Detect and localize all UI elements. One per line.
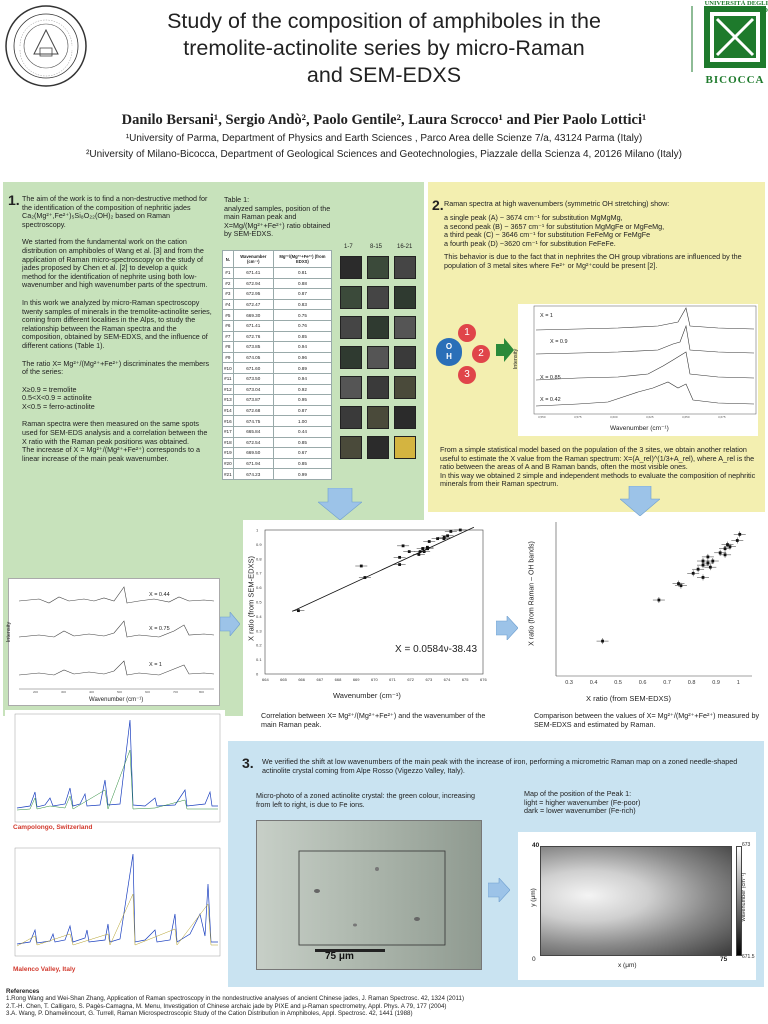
section-1-p2: We started from the fundamental work on the cation distribution on amphiboles of Wang et al. [3] and from the application of Raman micro-spectroscopy on the study of jades proposed by Chen et al. [2] to develop a quick method for the identification of nephrite using both low-wavenumber and high wavenumber parts of the spectrum. bbox=[22, 237, 208, 290]
table-cell: #8 bbox=[223, 342, 234, 353]
table-cell: 0.87 bbox=[273, 405, 331, 416]
table-cell: 1.00 bbox=[273, 416, 331, 427]
data-point bbox=[726, 543, 729, 546]
table-cell: 671.41 bbox=[233, 268, 273, 279]
oh-group-icon: O H bbox=[436, 338, 462, 366]
oh-label-x085: X = 0.85 bbox=[540, 375, 561, 381]
table-1-body bbox=[223, 268, 332, 480]
table-cell: 674.05 bbox=[233, 352, 273, 363]
sample-thumbnail bbox=[340, 286, 362, 309]
data-point bbox=[697, 568, 700, 571]
table-cell: 673.04 bbox=[233, 384, 273, 395]
table-header-cell: Mg²⁺/(Mg²⁺+Fe²⁺) (from EDXS) bbox=[273, 251, 331, 268]
data-point bbox=[702, 576, 705, 579]
x-tick-label: 671 bbox=[389, 677, 396, 682]
peak-b: a second peak (B) ~ 3657 cm⁻¹ for substitution MgMgFe or MgFeMg, bbox=[444, 221, 665, 231]
table-header-row bbox=[223, 251, 332, 268]
scale-bar-label: 75 μm bbox=[325, 951, 354, 962]
site-1-icon: 1 bbox=[458, 324, 476, 342]
section-2-conclusion: In this way we obtained 2 simple and independent methods to evaluate the composition of nephritic minerals from their Raman spectrum. bbox=[440, 470, 756, 489]
raman-map-panel bbox=[518, 832, 756, 980]
table-cell: #12 bbox=[223, 384, 234, 395]
spec-label-044: X = 0.44 bbox=[149, 592, 170, 598]
section-3-intro: We verified the shift at low wavenumbers of the main peak with the increase of iron, performing a micrometric Raman map on a zoned needle-shaped actinolite crystal coming from Alpe Rosso (Vigezzo Valley, Italy). bbox=[262, 757, 738, 775]
spec-label-075: X = 0.75 bbox=[149, 626, 170, 632]
table-cell: 0.85 bbox=[273, 458, 331, 469]
table-cell: 0.67 bbox=[273, 448, 331, 459]
x-tick-label: 0.6 bbox=[638, 680, 647, 686]
section-1-p4: The ratio X= Mg²⁺/(Mg²⁺+Fe²⁺) discriminates the members of the series: bbox=[22, 358, 210, 377]
svg-text:3,650: 3,650 bbox=[682, 415, 690, 419]
table-cell: #9 bbox=[223, 352, 234, 363]
class-actinolite: 0.5<X<0.9 = actinolite bbox=[22, 393, 92, 403]
table-cell: #10 bbox=[223, 363, 234, 374]
section-1-p6: The increase of X = Mg²⁺/(Mg²⁺+Fe²⁺) corresponds to a linear increase of the main peak wavenumber. bbox=[22, 445, 200, 463]
sample-thumbnail bbox=[367, 406, 389, 429]
low-spectra-xlabel: Wavenumber (cm⁻¹) bbox=[89, 697, 144, 703]
oh-label-x1: X = 1 bbox=[540, 313, 553, 319]
x-tick-label: 664 bbox=[262, 677, 269, 682]
table-row bbox=[223, 320, 332, 331]
low-spectra-ylabel: Intensity bbox=[6, 621, 13, 643]
svg-text:800: 800 bbox=[199, 690, 205, 694]
table-cell: #4 bbox=[223, 299, 234, 310]
map-ylabel: y (μm) bbox=[529, 888, 537, 907]
section-1-p3: In this work we analyzed by micro-Raman spectroscopy twenty samples of minerals in the tremolite-actinolite series, coming from different localities in the Alps, to study the relationship between the Raman spectra and the composition, obtained by SEM-EDXS, and the influence of different cations (Table 1). bbox=[22, 297, 212, 350]
table-cell: #3 bbox=[223, 289, 234, 300]
sample-thumbnail bbox=[340, 256, 362, 279]
data-point bbox=[724, 553, 727, 556]
campolongo-caption: Campolongo, Switzerland bbox=[13, 824, 93, 831]
table-row bbox=[223, 395, 332, 406]
y-tick-label: 1 bbox=[256, 527, 259, 533]
low-spectra-plot bbox=[9, 579, 219, 705]
y-tick-label: 0.1 bbox=[256, 657, 262, 663]
thumb-header-16-21: 16-21 bbox=[397, 244, 413, 250]
svg-text:600: 600 bbox=[145, 690, 151, 694]
data-point bbox=[707, 556, 710, 559]
data-point bbox=[459, 529, 462, 532]
data-point bbox=[709, 566, 712, 569]
x-tick-label: 676 bbox=[480, 677, 487, 682]
table-cell: 0.96 bbox=[273, 352, 331, 363]
oh-label-x042: X = 0.42 bbox=[540, 397, 561, 403]
section-2-intro: Raman spectra at high wavenumbers (symmetric OH stretching) show: bbox=[444, 199, 670, 208]
x-tick-label: 668 bbox=[334, 677, 342, 682]
comparison-panel bbox=[526, 516, 762, 744]
x-tick-label: 0.5 bbox=[614, 680, 622, 686]
data-point bbox=[680, 584, 683, 587]
raman-map-image bbox=[540, 846, 732, 956]
table-row bbox=[223, 448, 332, 459]
table-row bbox=[223, 416, 332, 427]
title-line-3: and SEM-EDXS bbox=[306, 63, 462, 87]
poster-title bbox=[100, 8, 668, 89]
data-point bbox=[408, 550, 411, 553]
data-point bbox=[702, 564, 705, 567]
data-point bbox=[736, 539, 739, 542]
photo-caption: Micro-photo of a zoned actinolite crystal: the green colour, increasing from left to right, is due to Fe ions. bbox=[256, 791, 475, 809]
table-cell: 673.50 bbox=[233, 373, 273, 384]
data-point bbox=[398, 556, 401, 559]
reference-3: 3.A. Wang, P. Dhamelincourt, G. Turrell, Raman Microspectroscopic Study of the Cation Distribution in Amphiboles, Appl. Spectrosc. 42, 1441 (1988) bbox=[6, 1010, 413, 1018]
section-1-p1: The aim of the work is to find a non-destructive method for the identification of the composition of nephritic jades Ca₂(Mg²⁺,Fe²⁺)₅Si₈O₂₂(OH)₂ based on Raman spectroscopy. bbox=[22, 194, 208, 229]
table-header-cell: Wavenumber (cm⁻¹) bbox=[233, 251, 273, 268]
table-cell: 0.75 bbox=[273, 310, 331, 321]
table-row bbox=[223, 384, 332, 395]
table-cell: 0.87 bbox=[273, 289, 331, 300]
map-caption-light: light = higher wavenumber (Fe-poor) bbox=[524, 797, 641, 807]
table-row bbox=[223, 426, 332, 437]
x-tick-label: 672 bbox=[407, 677, 415, 682]
spec-label-1: X = 1 bbox=[149, 662, 162, 668]
data-point bbox=[702, 560, 705, 563]
sample-thumbnail bbox=[340, 406, 362, 429]
site-2-icon: 2 bbox=[472, 345, 490, 363]
table-cell: #11 bbox=[223, 373, 234, 384]
comparison-xlabel: X ratio (from SEM-EDXS) bbox=[586, 694, 672, 703]
table-cell: #16 bbox=[223, 416, 234, 427]
table-cell: 0.92 bbox=[273, 384, 331, 395]
y-tick-label: 0.4 bbox=[256, 613, 262, 619]
section-2-number: 2. bbox=[432, 197, 444, 213]
colorbar-top: 673 bbox=[742, 842, 751, 848]
table-row bbox=[223, 405, 332, 416]
sample-thumbnail bbox=[340, 376, 362, 399]
data-point bbox=[402, 544, 405, 547]
correlation-xlabel: Wavenumber (cm⁻¹) bbox=[333, 691, 401, 700]
svg-text:3,675: 3,675 bbox=[718, 415, 726, 419]
oh-spectra-ylabel: Intensity bbox=[513, 348, 520, 370]
table-row bbox=[223, 342, 332, 353]
sample-thumbnail bbox=[340, 316, 362, 339]
thumb-header-8-15: 8-15 bbox=[370, 244, 383, 250]
svg-text:3,575: 3,575 bbox=[574, 415, 582, 419]
comparison-plot bbox=[526, 516, 762, 694]
table-cell: 672.94 bbox=[233, 278, 273, 289]
references-title: References bbox=[6, 988, 40, 995]
table-cell: #14 bbox=[223, 405, 234, 416]
oh-label-x09: X = 0.9 bbox=[550, 339, 568, 345]
map-x1: 75 bbox=[720, 956, 728, 963]
data-point bbox=[677, 582, 680, 585]
map-caption-title: Map of the position of the Peak 1: bbox=[524, 789, 632, 798]
sample-thumbnail bbox=[367, 436, 389, 459]
university-of-parma-seal bbox=[4, 4, 88, 88]
table-cell: #6 bbox=[223, 320, 234, 331]
svg-text:300: 300 bbox=[61, 690, 67, 694]
x-tick-label: 674 bbox=[443, 677, 451, 682]
correlation-equation: X = 0.0584ν-38.43 bbox=[395, 644, 478, 655]
thumb-header-1-7: 1-7 bbox=[344, 244, 353, 250]
arrow-right-icon bbox=[488, 878, 510, 902]
map-x0: 0 bbox=[532, 956, 536, 963]
sample-thumbnail bbox=[367, 376, 389, 399]
y-tick-label: 0.5 bbox=[256, 599, 262, 605]
correlation-plot bbox=[243, 520, 489, 690]
y-tick-label: 0.7 bbox=[256, 570, 262, 576]
table-cell: 672.68 bbox=[233, 405, 273, 416]
x-tick-label: 669 bbox=[352, 677, 360, 682]
arrow-right-icon bbox=[496, 616, 518, 640]
table-cell: 674.75 bbox=[233, 416, 273, 427]
table-cell: 0.94 bbox=[273, 342, 331, 353]
table-row bbox=[223, 268, 332, 279]
arrow-down-icon bbox=[620, 486, 660, 516]
table-row bbox=[223, 373, 332, 384]
class-tremolite: X≥0.9 = tremolite bbox=[22, 384, 77, 394]
table-row bbox=[223, 458, 332, 469]
colorbar-bottom: 671.5 bbox=[742, 954, 755, 960]
reference-1: 1.Rong Wang and Wei-Shan Zhang, Application of Raman spectroscopy in the nondestructive analyses of ancient Chinese jades, J. Raman Spectrosc. 42, 1324 (2011) bbox=[6, 995, 465, 1003]
class-ferro-actinolite: X<0.5 = ferro-actinolite bbox=[22, 401, 95, 411]
section-2-model bbox=[440, 446, 760, 489]
peak-a: a single peak (A) ~ 3674 cm⁻¹ for substitution MgMgMg, bbox=[444, 213, 623, 222]
svg-text:700: 700 bbox=[173, 690, 179, 694]
table-cell: 0.99 bbox=[273, 469, 331, 480]
peak-c: a third peak (C) ~ 3646 cm⁻¹ for substitution FeFeMg or FeMgFe bbox=[444, 230, 651, 240]
table-cell: 671.60 bbox=[233, 363, 273, 374]
logo-text-bicocca: BICOCCA bbox=[705, 74, 765, 86]
sample-thumbnail bbox=[394, 436, 416, 459]
map-caption bbox=[524, 790, 754, 816]
table-cell: 0.83 bbox=[273, 299, 331, 310]
correlation-caption: Correlation between X= Mg²⁺/(Mg²⁺+Fe²⁺) and the wavenumber of the main Raman peak. bbox=[261, 711, 486, 729]
data-point bbox=[719, 551, 722, 554]
data-point bbox=[729, 545, 732, 548]
table-cell: #2 bbox=[223, 278, 234, 289]
oh-spectra-plot bbox=[513, 304, 758, 436]
svg-text:3,625: 3,625 bbox=[646, 415, 654, 419]
table-row bbox=[223, 310, 332, 321]
micro-photo bbox=[256, 820, 482, 970]
sample-thumbnail bbox=[394, 406, 416, 429]
x-tick-label: 0.8 bbox=[687, 680, 696, 686]
map-caption-dark: dark = lower wavenumber (Fe-rich) bbox=[524, 806, 636, 816]
map-y1: 40 bbox=[532, 842, 540, 849]
affiliation-2: ²University of Milano-Bicocca, Department of Geological Sciences and Geotechnologies, Piazzale della Scienza 4, 20126 Milano (Italy) bbox=[86, 149, 682, 160]
data-point bbox=[707, 562, 710, 565]
section-3-number: 3. bbox=[242, 755, 254, 771]
x-tick-label: 0.9 bbox=[712, 680, 720, 686]
x-tick-label: 673 bbox=[425, 677, 433, 682]
table-cell: #21 bbox=[223, 469, 234, 480]
table-cell: #17 bbox=[223, 426, 234, 437]
svg-text:3,600: 3,600 bbox=[610, 415, 618, 419]
data-point bbox=[446, 534, 449, 537]
sample-thumbnail bbox=[394, 316, 416, 339]
table-cell: 0.76 bbox=[273, 320, 331, 331]
table-row bbox=[223, 363, 332, 374]
milano-bicocca-logo bbox=[684, 0, 768, 90]
correlation-panel bbox=[243, 520, 489, 736]
malenco-caption: Malenco Valley, Italy bbox=[13, 966, 76, 973]
data-point bbox=[692, 572, 695, 575]
malenco-plot bbox=[5, 844, 225, 966]
table-cell: 669.50 bbox=[233, 448, 273, 459]
section-2-behavior: This behavior is due to the fact that in nephrites the OH group vibrations are influenced by the population of 3 metal sites where Fe²⁺ or Mg²⁺could be present [2]. bbox=[444, 252, 742, 270]
x-tick-label: 0.3 bbox=[565, 680, 573, 686]
svg-text:500: 500 bbox=[117, 690, 123, 694]
table-cell: 0.81 bbox=[273, 268, 331, 279]
table-cell: 0.88 bbox=[273, 278, 331, 289]
table-cell: 0.85 bbox=[273, 437, 331, 448]
section-2-model-text: From a simple statistical model based on the population of the 3 sites, we obtain another relation useful to estimate the X value from the Raman spectrum: X=(A_rel)^(1/3+A_rel), where A_rel is the ratio between the areas of A and B Raman bands, often the most visible ones. bbox=[440, 445, 755, 472]
svg-text:3,550: 3,550 bbox=[538, 415, 546, 419]
map-xlabel: x (μm) bbox=[618, 962, 637, 969]
section-1-number: 1. bbox=[8, 192, 20, 208]
sample-thumbnail bbox=[340, 346, 362, 369]
y-tick-label: 0.9 bbox=[256, 541, 262, 547]
table-row bbox=[223, 331, 332, 342]
y-tick-label: 0 bbox=[256, 671, 259, 677]
table-cell: 671.94 bbox=[233, 458, 273, 469]
table-cell: #7 bbox=[223, 331, 234, 342]
y-tick-label: 0.2 bbox=[256, 642, 262, 648]
sample-thumbnail bbox=[367, 346, 389, 369]
malenco-spectrum bbox=[5, 844, 225, 978]
data-point bbox=[443, 536, 446, 539]
title-line-2: tremolite-actinolite series by micro-Raman bbox=[183, 36, 585, 60]
table-cell: #5 bbox=[223, 310, 234, 321]
svg-text:200: 200 bbox=[33, 690, 39, 694]
table-header-cell: N. bbox=[223, 251, 234, 268]
affiliation-1: ¹University of Parma, Department of Physics and Earth Sciences , Parco Area delle Scienze 7/a, 43124 Parma (Italy) bbox=[125, 133, 643, 144]
table-cell: 0.94 bbox=[273, 373, 331, 384]
arrow-right-icon bbox=[220, 612, 240, 636]
table-row bbox=[223, 278, 332, 289]
sample-thumbnail bbox=[394, 376, 416, 399]
table-cell: #19 bbox=[223, 448, 234, 459]
table-1-caption: Table 1: analyzed samples, position of the main Raman peak and X=Mg/(Mg²⁺+Fe²⁺) ratio obtained by SEM-EDXS. bbox=[224, 195, 331, 239]
table-cell: #13 bbox=[223, 395, 234, 406]
sample-thumbnail bbox=[394, 346, 416, 369]
site-3-icon: 3 bbox=[458, 366, 476, 384]
data-point bbox=[738, 533, 741, 536]
sample-thumbnail bbox=[340, 436, 362, 459]
low-wavenumber-spectra bbox=[8, 578, 220, 706]
section-1-text bbox=[22, 195, 212, 463]
arrow-down-icon bbox=[318, 488, 362, 520]
table-row bbox=[223, 352, 332, 363]
table-cell: 0.89 bbox=[273, 363, 331, 374]
campolongo-plot bbox=[5, 710, 225, 832]
table-cell: 665.84 bbox=[233, 426, 273, 437]
section-2-peaks bbox=[444, 214, 760, 271]
peak-d: a fourth peak (D) ~3620 cm⁻¹ for substitution FeFeFe. bbox=[444, 238, 616, 248]
data-point bbox=[428, 540, 431, 543]
sample-thumbnail bbox=[394, 286, 416, 309]
logo-text-top: UNIVERSITÀ DEGLI STUDI DI MILANO bbox=[704, 0, 768, 14]
data-point bbox=[601, 640, 604, 643]
data-point bbox=[711, 560, 714, 563]
oh-spectra-graphic bbox=[518, 304, 758, 424]
sample-thumbnail bbox=[367, 286, 389, 309]
x-tick-label: 670 bbox=[371, 677, 378, 682]
data-point bbox=[724, 547, 727, 550]
data-point bbox=[436, 537, 439, 540]
table-cell: 669.30 bbox=[233, 310, 273, 321]
y-tick-label: 0.3 bbox=[256, 628, 262, 634]
oh-spectra-xlabel: Wavenumber (cm⁻¹) bbox=[610, 425, 669, 432]
table-row bbox=[223, 289, 332, 300]
x-tick-label: 1 bbox=[736, 680, 740, 686]
data-point bbox=[658, 599, 661, 602]
table-cell: 673.85 bbox=[233, 342, 273, 353]
x-tick-label: 675 bbox=[461, 677, 469, 682]
table-cell: 672.95 bbox=[233, 289, 273, 300]
references bbox=[6, 988, 762, 1018]
data-point bbox=[421, 547, 424, 550]
table-row bbox=[223, 437, 332, 448]
table-cell: 672.54 bbox=[233, 437, 273, 448]
table-cell: 0.85 bbox=[273, 331, 331, 342]
x-tick-label: 0.7 bbox=[663, 680, 671, 686]
data-point bbox=[360, 565, 363, 568]
comparison-caption: Comparison between the values of X= Mg²⁺/(Mg²⁺+Fe²⁺) measured by SEM-EDXS and estimated by Raman. bbox=[534, 711, 760, 729]
campolongo-spectrum bbox=[5, 710, 225, 844]
x-tick-label: 667 bbox=[316, 677, 324, 682]
svg-text:400: 400 bbox=[89, 690, 95, 694]
reference-2: 2.T.-H. Chen, T. Calligaro, S. Pagès-Camagna, M. Menu, Investigation of Chinese archaic jade by PIXE and μ-Raman spectrometry, Appl. Phys. A 79, 177 (2004) bbox=[6, 1002, 447, 1010]
table-cell: 673.87 bbox=[233, 395, 273, 406]
sample-thumbnail bbox=[394, 256, 416, 279]
x-tick-label: 0.4 bbox=[589, 680, 598, 686]
colorbar-label: wavenumber (cm⁻¹) bbox=[741, 872, 747, 922]
table-cell: 674.23 bbox=[233, 469, 273, 480]
table-row bbox=[223, 299, 332, 310]
data-point bbox=[449, 530, 452, 533]
table-cell: 0.95 bbox=[273, 395, 331, 406]
y-tick-label: 0.8 bbox=[256, 556, 262, 562]
table-cell: #1 bbox=[223, 268, 234, 279]
data-point bbox=[297, 609, 300, 612]
section-1-p5: Raman spectra were then measured on the same spots used for SEM-EDS analysis and a correlation between the X ratio with the Raman peak positions was obtained. bbox=[22, 419, 208, 446]
authors: Danilo Bersani¹, Sergio Andò², Paolo Gentile², Laura Scrocco¹ and Pier Paolo Lottici¹ bbox=[121, 112, 647, 128]
title-line-1: Study of the composition of amphiboles in the bbox=[167, 9, 601, 33]
table-cell: #18 bbox=[223, 437, 234, 448]
table-1 bbox=[222, 250, 332, 480]
table-cell: 672.76 bbox=[233, 331, 273, 342]
comparison-ylabel: X ratio (from Raman – OH bands) bbox=[528, 541, 536, 646]
table-cell: #20 bbox=[223, 458, 234, 469]
x-tick-label: 666 bbox=[298, 677, 306, 682]
table-cell: 671.41 bbox=[233, 320, 273, 331]
arrow-right-icon bbox=[496, 338, 514, 362]
correlation-ylabel: X ratio (from SEM-EDXS) bbox=[246, 556, 256, 642]
y-tick-label: 0.6 bbox=[256, 585, 262, 591]
x-tick-label: 665 bbox=[280, 677, 287, 682]
table-cell: 0.44 bbox=[273, 426, 331, 437]
sample-thumbnail bbox=[367, 316, 389, 339]
sample-thumbnail bbox=[367, 256, 389, 279]
table-cell: 672.47 bbox=[233, 299, 273, 310]
table-row bbox=[223, 469, 332, 480]
micro-photo-graphic bbox=[257, 821, 483, 971]
data-point bbox=[398, 563, 401, 566]
